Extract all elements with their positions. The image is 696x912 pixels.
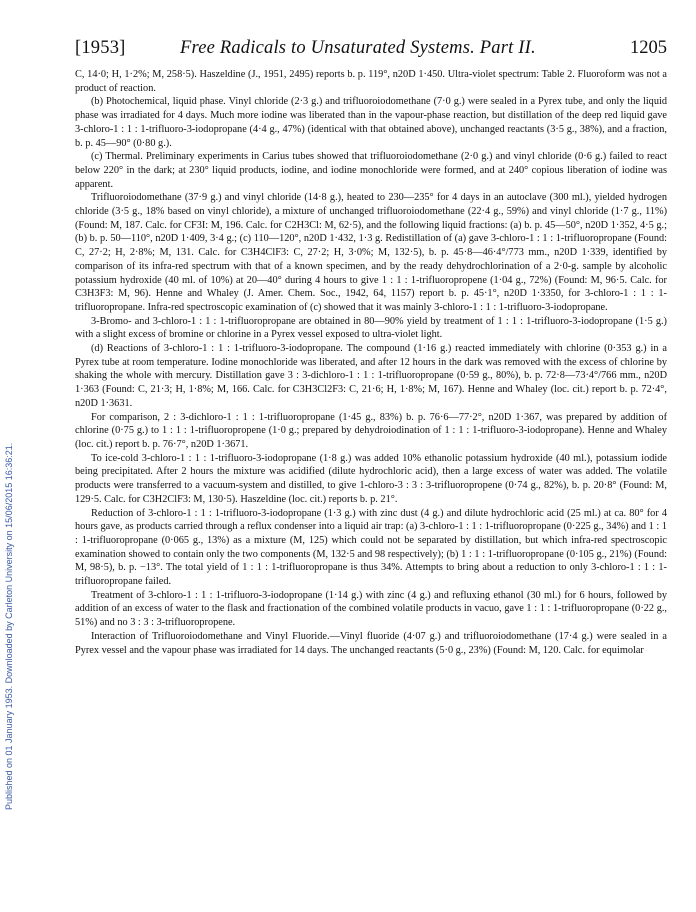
paragraph-reactions: (d) Reactions of 3-chloro-1 : 1 : 1-trifluoro-3-iodopropane. The compound (1·16 g.) reacted immediately with chlorine (0·353 g.) in a Pyrex tube at room temperature. Iodine monochloride was liberated, and after 12 hours in the dark was removed with the excess of chlorine by shaking the whole with mercury. Distillation gave 3 : 3-dichloro-1 : 1 : 1-trifluoropropane (0·59 g., 80%), b. p. 72·8—73·4°/766 mm., n20D 1·363 (Found: C, 21·3; H, 1·8%; M, 166. Calc. for C3H3Cl2F3: C, 21·6; H, 1·8%; M, 167). Henne and Whaley (loc. cit.) report b. p. 72·4°, n20D 1·3631. xyxy=(75,343,667,409)
paragraph-vinyl-fluoride: Interaction of Trifluoroiodomethane and Vinyl Fluoride.—Vinyl fluoride (4·07 g.) and trifluoroiodomethane (17·4 g.) were sealed in a Pyrex vessel and the vapour phase was irradiated for 14 days. The unchanged reactants (5·0 g., 23%) (Found: M, 120. Calc. for equimolar xyxy=(75,630,667,656)
paragraph-ice-cold: To ice-cold 3-chloro-1 : 1 : 1-trifluoro-3-iodopropane (1·8 g.) was added 10% ethanolic potassium hydroxide (40 ml.), potassium iodide being precipitated. After 2 hours the mixture was acidified (dilute hydrochloric acid), then a large excess of water was added. The volatile products were transferred to a vacuum-system and distilled, to give 1-chloro-3 : 3 : 3-trifluoropropene (0·74 g., 82%), b. p. 20·8° (Found: M, 129·5. Calc. for C3H2ClF3: M, 130·5). Haszeldine (loc. cit.) reports b. p. 21°. xyxy=(75,452,667,505)
paragraph-autoclave: Trifluoroiodomethane (37·9 g.) and vinyl chloride (14·8 g.), heated to 230—235° for 4 days in an autoclave (300 ml.), yielded hydrogen chloride (3·5 g., 18% based on vinyl chloride), a mixture of unchanged trifluoroiodomethane (22·4 g., 59%) and vinyl chloride (1·7 g., 11%) (Found: M, 187. Calc. for CF3I: M, 196. Calc. for C2H3Cl: M, 62·5), and the following liquid fractions: (a) b. p. 45—50°, n20D 1·352, 4·5 g.; (b) b. p. 50—110°, n20D 1·409, 3·4 g.; (c) 110—120°, n20D 1·432, 1·3 g. Redistillation of (a) gave 3-chloro-1 : 1 : 1-trifluoropropane (Found: C, 27·2; H, 2·8%; M, 131. Calc. for C3H4ClF3: C, 27·2; H, 3·0%; M, 132·5), b. p. 45·8—46·4°/773 mm., n20D 1·339, identified by comparison of its infra-red spectrum with that of a known specimen, and by the ready dehydrochlorination of a 2·0-g. sample by alcoholic potassium hydroxide (40 ml. of 10%) at 20—40° during 4 hours to give 1 : 1 : 1-trifluoropropene (1·04 g., 72%) (Found: M, 96·5. Calc. for C3H3F3: M, 96). Henne and Whaley (J. Amer. Chem. Soc., 1942, 64, 1157) report b. p. 45·1°, n20D 1·3350, for 3-chloro-1 : 1 : 1-trifluoropropane. Infra-red spectroscopic examination of (c) showed that it was mainly 3-chloro-1 : 1 : 1-trifluoro-3-iodopropane. xyxy=(75,192,667,313)
paragraph-zinc-treatment: Treatment of 3-chloro-1 : 1 : 1-trifluoro-3-iodopropane (1·14 g.) with zinc (4 g.) and refluxing ethanol (30 ml.) for 6 hours, followed by addition of an excess of water to the flask and fractionation of the combined volatile products in vacuo, gave 1 : 1 : 1-trifluoropropane (0·22 g., 51%) and no 3 : 3 : 3-trifluoropropene. xyxy=(75,589,667,629)
paragraph-continuation: C, 14·0; H, 1·2%; M, 258·5). Haszeldine (J., 1951, 2495) reports b. p. 119°, n20D 1·450. Ultra-violet spectrum: Table 2. Fluoroform was not a product of reaction. xyxy=(75,69,667,94)
download-watermark-text: Published on 01 January 1953. Downloaded by Carleton University on 15/06/2015 16:36:21. xyxy=(4,442,14,810)
paragraph-thermal: (c) Thermal. Preliminary experiments in Carius tubes showed that trifluoroiodomethane (2·0 g.) and vinyl chloride (0·6 g.) failed to react below 220° in the dark; at 230° liquid products, iodine, and iodine monochloride were formed, and at 240° copious liberation of iodine was apparent. xyxy=(75,151,667,190)
running-header xyxy=(75,38,667,60)
page-number: 1205 xyxy=(630,38,667,58)
article-body xyxy=(75,68,667,657)
header-title: Free Radicals to Unsaturated Systems. Part II. xyxy=(180,38,536,58)
paragraph-photochemical: (b) Photochemical, liquid phase. Vinyl chloride (2·3 g.) and trifluoroiodomethane (7·0 g.) were sealed in a Pyrex tube, and only the liquid phase was irradiated for 4 days. Much more iodine was liberated than in the vapour-phase reaction, but distillation of the deep red liquid gave 3-chloro-1 : 1 : 1-trifluoro-3-iodopropane (4·4 g., 47%) (identical with that obtained above), unchanged reactants (3·5 g., 38%), and a fraction, b. p. 45—90° (0·80 g.). xyxy=(75,96,667,149)
paragraph-bromo-chloro: 3-Bromo- and 3-chloro-1 : 1 : 1-trifluoropropane are obtained in 80—90% yield by treatment of 1 : 1 : 1-trifluoro-3-iodopropane (1·5 g.) with a slight excess of bromine or chlorine in a Pyrex vessel exposed to ultra-violet light. xyxy=(75,315,667,341)
paragraph-reduction: Reduction of 3-chloro-1 : 1 : 1-trifluoro-3-iodopropane (1·3 g.) with zinc dust (4 g.) and dilute hydrochloric acid (25 ml.) at ca. 80° for 4 hours gave, as products carried through a reflux condenser into a liquid air trap: (a) 3-chloro-1 : 1 : 1-trifluoropropane (0·225 g., 34%) and 1 : 1 : 1-trifluoropropane (0·065 g., 13%) as a mixture (M, 125) which could not be separated by distillation, but which infra-red spectroscopic examination showed to contain only the two components (M, 132·5 and 98 respectively); (b) 1 : 1 : 1-trifluoropropane (0·105 g., 21%) (Found: M, 98·5), b. p. −13°. The total yield of 1 : 1 : 1-trifluoropropane is thus 34%. Attempts to bring about a reduction to only 3-chloro-1 : 1 : 1-trifluoropropane failed. xyxy=(75,507,667,588)
paragraph-comparison: For comparison, 2 : 3-dichloro-1 : 1 : 1-trifluoropropane (1·45 g., 83%) b. p. 76·6—77·2°, n20D 1·367, was prepared by addition of chlorine (0·75 g.) to 1 : 1 : 1-trifluoropropene (1·0 g.; prepared by dehydroiodination of 1 : 1 : 1-trifluoro-3-iodopropane). Henne and Whaley (loc. cit.) report b. p. 76·7°, n20D 1·3671. xyxy=(75,411,667,450)
download-watermark xyxy=(4,120,14,810)
header-year: [1953] xyxy=(75,38,126,58)
